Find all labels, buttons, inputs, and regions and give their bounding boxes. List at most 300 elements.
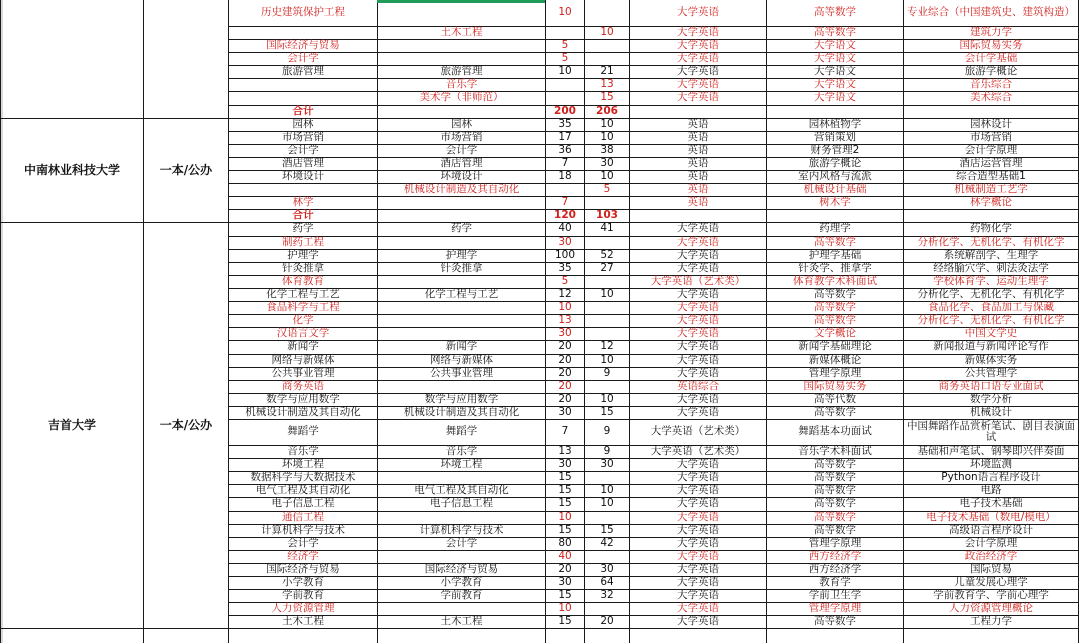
cell-plan2[interactable]: 15 bbox=[600, 406, 614, 418]
cell-s1[interactable]: 英语 bbox=[687, 118, 709, 130]
cell-s2[interactable]: 管理学原理 bbox=[808, 537, 862, 549]
cell-orig[interactable] bbox=[378, 471, 545, 484]
cell-s1[interactable]: 大学英语 bbox=[677, 327, 719, 339]
cell-s1[interactable]: 大学英语 bbox=[677, 471, 719, 483]
cell-orig[interactable]: 土木工程 bbox=[440, 26, 483, 38]
cell-s2[interactable]: 高等数学 bbox=[814, 288, 856, 300]
cell-s2[interactable]: 高等数学 bbox=[814, 511, 856, 523]
cell-major[interactable] bbox=[229, 183, 377, 196]
school-name[interactable]: 中南林业科技大学 bbox=[23, 163, 120, 178]
cell-plan[interactable]: 200 bbox=[554, 105, 576, 117]
cell-orig[interactable] bbox=[378, 380, 545, 393]
cell-plan[interactable]: 20 bbox=[558, 367, 572, 379]
cell-major[interactable]: 商务英语 bbox=[282, 380, 324, 392]
cell-orig[interactable] bbox=[378, 314, 545, 327]
cell-s3[interactable]: 儿童发展心理学 bbox=[954, 576, 1028, 588]
cell-plan2[interactable]: 21 bbox=[600, 65, 614, 77]
cell-plan2[interactable] bbox=[585, 602, 629, 615]
cell-major[interactable]: 数学与应用数学 bbox=[266, 393, 340, 405]
cell-s3[interactable]: 国际贸易 bbox=[970, 563, 1012, 575]
cell-s1[interactable]: 大学英语 bbox=[677, 301, 719, 313]
cell-plan2[interactable] bbox=[585, 39, 629, 52]
cell-s3[interactable]: 公共管理学 bbox=[964, 367, 1018, 379]
cell-s3[interactable]: 电子技术基础（数电/模电） bbox=[926, 511, 1056, 523]
cell-plan2[interactable]: 10 bbox=[600, 26, 614, 38]
cell-plan2[interactable] bbox=[585, 52, 629, 65]
cell-s2[interactable]: 药理学 bbox=[819, 222, 851, 234]
cell-plan[interactable]: 15 bbox=[558, 484, 572, 496]
cell-s3[interactable]: 人力资源管理概论 bbox=[949, 602, 1033, 614]
cell-orig[interactable] bbox=[378, 105, 545, 118]
cell-plan[interactable]: 15 bbox=[558, 497, 572, 509]
cell-major[interactable]: 市场营销 bbox=[282, 131, 324, 143]
cell-plan[interactable]: 18 bbox=[558, 170, 572, 182]
cell-plan2[interactable]: 206 bbox=[596, 105, 618, 117]
cell-s1[interactable]: 英语 bbox=[687, 131, 709, 143]
cell-s3[interactable] bbox=[904, 105, 1078, 118]
cell-orig[interactable]: 音乐学 bbox=[445, 445, 478, 457]
cell-major[interactable]: 小学教育 bbox=[282, 576, 324, 588]
cell-plan2[interactable] bbox=[585, 550, 629, 563]
cell-plan[interactable]: 20 bbox=[558, 340, 572, 352]
cell-plan2[interactable]: 10 bbox=[600, 393, 614, 405]
cell-plan2[interactable]: 9 bbox=[603, 367, 611, 379]
cell-s1[interactable]: 大学英语 bbox=[677, 288, 719, 300]
cell-plan2[interactable] bbox=[585, 236, 629, 249]
cell-s2[interactable]: 高等数学 bbox=[814, 497, 856, 509]
cell-major[interactable]: 国际经济与贸易 bbox=[266, 563, 340, 575]
cell-plan[interactable] bbox=[546, 78, 584, 91]
cell-plan[interactable]: 10 bbox=[558, 65, 572, 77]
cell-plan[interactable] bbox=[546, 26, 584, 39]
cell-plan2[interactable] bbox=[585, 0, 629, 26]
cell-s2[interactable]: 大学语文 bbox=[814, 39, 856, 51]
school-level[interactable] bbox=[144, 0, 228, 118]
cell-s2[interactable]: 高等数学 bbox=[814, 471, 856, 483]
cell-major[interactable]: 历史建筑保护工程 bbox=[261, 6, 345, 19]
cell-s1[interactable]: 大学英语 bbox=[677, 78, 719, 90]
cell-plan[interactable]: 7 bbox=[561, 157, 569, 169]
cell-s3[interactable]: 环境监测 bbox=[970, 458, 1012, 470]
cell-orig[interactable] bbox=[378, 327, 545, 340]
cell-s3[interactable]: 工程力学 bbox=[970, 615, 1012, 627]
cell-orig[interactable]: 新闻学 bbox=[445, 340, 478, 352]
cell-s2[interactable]: 高等数学 bbox=[814, 458, 856, 470]
cell-s1[interactable]: 大学英语 bbox=[677, 576, 719, 588]
cell-s2[interactable]: 国际贸易实务 bbox=[803, 380, 867, 392]
cell-s3[interactable]: 电路 bbox=[980, 484, 1002, 496]
cell-s1[interactable]: 大学英语 bbox=[677, 65, 719, 77]
cell-s2[interactable]: 室内风格与流派 bbox=[798, 170, 872, 182]
cell-s2[interactable]: 高等数学 bbox=[814, 406, 856, 418]
cell-s3[interactable]: 中国文学史 bbox=[964, 327, 1018, 339]
cell-orig[interactable] bbox=[378, 511, 545, 524]
cell-orig[interactable]: 公共事业管理 bbox=[430, 367, 493, 379]
cell-plan2[interactable]: 10 bbox=[600, 497, 614, 509]
cell-plan[interactable]: 15 bbox=[558, 615, 572, 627]
cell-s2[interactable]: 针灸学、推拿学 bbox=[798, 262, 872, 274]
cell-s3[interactable]: 综合造型基础1 bbox=[956, 170, 1026, 182]
cell-plan2[interactable] bbox=[585, 471, 629, 484]
cell-major[interactable]: 药学 bbox=[292, 222, 314, 234]
cell-s1[interactable]: 英语 bbox=[687, 144, 709, 156]
cell-s1[interactable]: 大学英语 bbox=[677, 91, 719, 103]
cell-s3[interactable]: 会计学原理 bbox=[964, 144, 1018, 156]
cell-orig[interactable] bbox=[378, 275, 545, 288]
cell-plan[interactable]: 15 bbox=[558, 471, 572, 483]
cell-s1[interactable]: 大学英语 bbox=[677, 393, 719, 405]
cell-s1[interactable]: 大学英语（艺术类） bbox=[650, 425, 746, 438]
cell-s1[interactable]: 大学英语 bbox=[677, 458, 719, 470]
cell-major[interactable]: 环境工程 bbox=[282, 458, 324, 470]
cell-s1[interactable]: 大学英语 bbox=[677, 537, 719, 549]
cell-s2[interactable]: 高等数学 bbox=[814, 26, 856, 38]
cell-s1[interactable]: 大学英语（艺术类） bbox=[650, 275, 746, 287]
cell-s2[interactable]: 管理学原理 bbox=[808, 602, 862, 614]
cell-plan2[interactable] bbox=[585, 327, 629, 340]
cell-plan[interactable]: 15 bbox=[558, 524, 572, 536]
cell-plan2[interactable]: 10 bbox=[600, 354, 614, 366]
cell-plan2[interactable]: 27 bbox=[600, 262, 614, 274]
cell-plan2[interactable]: 10 bbox=[600, 288, 614, 300]
cell-s2[interactable]: 高等代数 bbox=[814, 393, 856, 405]
cell-s3[interactable]: 药物化学 bbox=[970, 222, 1012, 234]
cell-s1[interactable]: 英语 bbox=[687, 196, 709, 208]
cell-s3[interactable]: 国际贸易实务 bbox=[959, 39, 1023, 51]
cell-plan[interactable]: 5 bbox=[561, 275, 569, 287]
cell-plan[interactable]: 20 bbox=[558, 393, 572, 405]
cell-plan[interactable]: 13 bbox=[558, 445, 572, 457]
cell-orig[interactable]: 市场营销 bbox=[440, 131, 483, 143]
cell-s2[interactable]: 营销策划 bbox=[814, 131, 856, 143]
cell-plan2[interactable]: 52 bbox=[600, 249, 614, 261]
cell-s3[interactable]: 基础和声笔试、钢琴即兴伴奏面 bbox=[917, 445, 1065, 457]
cell-plan[interactable]: 5 bbox=[561, 39, 569, 51]
cell-plan2[interactable]: 10 bbox=[600, 118, 614, 130]
cell-plan2[interactable]: 64 bbox=[600, 576, 614, 588]
cell-s1[interactable]: 大学英语 bbox=[677, 484, 719, 496]
cell-s1[interactable]: 大学英语 bbox=[677, 524, 719, 536]
cell-s2[interactable]: 高等数学 bbox=[814, 6, 856, 19]
cell-plan[interactable]: 12 bbox=[558, 288, 572, 300]
cell-s1[interactable]: 大学英语（艺术类） bbox=[650, 445, 746, 457]
cell-s3[interactable]: 食品化学、食品加工与保藏 bbox=[928, 301, 1054, 313]
cell-s3[interactable]: 新媒体实务 bbox=[964, 354, 1018, 366]
cell-s3[interactable]: 市场营销 bbox=[970, 131, 1012, 143]
cell-orig[interactable] bbox=[378, 301, 545, 314]
cell-s2[interactable]: 新闻学基础理论 bbox=[798, 340, 872, 352]
cell-s2[interactable]: 高等数学 bbox=[814, 615, 856, 627]
cell-orig[interactable]: 旅游管理 bbox=[440, 65, 483, 77]
cell-s3[interactable]: 机械设计 bbox=[970, 406, 1012, 418]
cell-s3[interactable]: 政治经济学 bbox=[964, 550, 1018, 562]
cell-s2[interactable]: 园林植物学 bbox=[808, 118, 862, 130]
cell-s1[interactable]: 英语 bbox=[687, 183, 709, 195]
cell-major[interactable]: 数据科学与大数据技术 bbox=[250, 471, 356, 483]
cell-plan[interactable]: 40 bbox=[558, 550, 572, 562]
cell-s1[interactable]: 大学英语 bbox=[677, 497, 719, 509]
cell-major[interactable] bbox=[229, 78, 377, 91]
cell-s1[interactable] bbox=[630, 209, 766, 222]
cell-orig[interactable] bbox=[378, 39, 545, 52]
cell-plan[interactable]: 36 bbox=[558, 144, 572, 156]
cell-major[interactable]: 护理学 bbox=[287, 249, 319, 261]
cell-s2[interactable]: 旅游学概论 bbox=[808, 157, 862, 169]
cell-s3[interactable]: 音乐综合 bbox=[970, 78, 1012, 90]
cell-plan[interactable]: 7 bbox=[561, 425, 569, 438]
cell-major[interactable]: 合计 bbox=[292, 209, 314, 221]
cell-major[interactable]: 合计 bbox=[292, 105, 314, 117]
cell-orig[interactable]: 药学 bbox=[451, 222, 472, 234]
cell-s1[interactable]: 大学英语 bbox=[677, 249, 719, 261]
cell-major[interactable]: 计算机科学与技术 bbox=[261, 524, 345, 536]
cell-plan2[interactable] bbox=[585, 314, 629, 327]
cell-plan2[interactable]: 13 bbox=[600, 78, 614, 90]
cell-s1[interactable]: 大学英语 bbox=[677, 550, 719, 562]
cell-major[interactable]: 机械设计制造及其自动化 bbox=[245, 406, 361, 418]
cell-orig[interactable]: 针灸推拿 bbox=[440, 262, 483, 274]
cell-s3[interactable]: 酒店运营管理 bbox=[959, 157, 1023, 169]
cell-major[interactable]: 酒店管理 bbox=[282, 157, 324, 169]
cell-orig[interactable] bbox=[378, 602, 545, 615]
cell-orig[interactable] bbox=[378, 236, 545, 249]
cell-orig[interactable]: 美术学（非师范） bbox=[419, 91, 504, 103]
cell-plan[interactable]: 30 bbox=[558, 458, 572, 470]
cell-orig[interactable]: 酒店管理 bbox=[440, 157, 483, 169]
cell-s3[interactable]: 电子技术基础 bbox=[959, 497, 1023, 509]
cell-s1[interactable]: 大学英语 bbox=[677, 6, 719, 19]
cell-s3[interactable]: 会计学基础 bbox=[964, 52, 1018, 64]
cell-s2[interactable]: 音乐学术科面试 bbox=[798, 445, 872, 457]
cell-plan2[interactable]: 32 bbox=[600, 589, 614, 601]
cell-s1[interactable]: 大学英语 bbox=[677, 354, 719, 366]
cell-plan[interactable]: 7 bbox=[561, 196, 569, 208]
cell-major[interactable]: 旅游管理 bbox=[282, 65, 324, 77]
cell-major[interactable]: 学前教育 bbox=[282, 589, 324, 601]
cell-s1[interactable]: 英语综合 bbox=[677, 380, 719, 392]
cell-major[interactable]: 化学工程与工艺 bbox=[266, 288, 340, 300]
cell-s3[interactable]: 建筑力学 bbox=[970, 26, 1012, 38]
cell-plan2[interactable]: 12 bbox=[600, 340, 614, 352]
cell-s1[interactable]: 大学英语 bbox=[677, 262, 719, 274]
cell-orig[interactable]: 土木工程 bbox=[440, 615, 483, 627]
cell-orig[interactable] bbox=[378, 550, 545, 563]
cell-s3[interactable]: 学校体育学、运动生理学 bbox=[933, 275, 1049, 287]
cell-plan[interactable]: 35 bbox=[558, 262, 572, 274]
cell-s3[interactable]: 系统解剖学、生理学 bbox=[943, 249, 1039, 261]
cell-major[interactable]: 园林 bbox=[292, 118, 314, 130]
cell-s1[interactable]: 大学英语 bbox=[677, 406, 719, 418]
cell-orig[interactable]: 电子信息工程 bbox=[430, 497, 493, 509]
cell-s1[interactable]: 大学英语 bbox=[677, 511, 719, 523]
cell-plan[interactable]: 20 bbox=[558, 563, 572, 575]
cell-major[interactable] bbox=[229, 26, 377, 39]
cell-major[interactable]: 化学 bbox=[292, 314, 314, 326]
cell-plan[interactable]: 10 bbox=[558, 511, 572, 523]
cell-s3[interactable]: Python语言程序设计 bbox=[941, 471, 1041, 483]
cell-s3[interactable]: 学前教育学、学前心理学 bbox=[933, 589, 1049, 601]
cell-orig[interactable]: 护理学 bbox=[445, 249, 478, 261]
cell-plan2[interactable]: 10 bbox=[600, 170, 614, 182]
cell-plan2[interactable]: 42 bbox=[600, 537, 614, 549]
cell-s3[interactable]: 林学概论 bbox=[970, 196, 1012, 208]
cell-orig[interactable]: 学前教育 bbox=[440, 589, 483, 601]
cell-orig[interactable]: 环境工程 bbox=[440, 458, 483, 470]
cell-plan2[interactable]: 41 bbox=[600, 222, 614, 234]
cell-major[interactable]: 体育教育 bbox=[282, 275, 324, 287]
cell-plan2[interactable]: 10 bbox=[600, 131, 614, 143]
cell-s1[interactable]: 大学英语 bbox=[677, 222, 719, 234]
cell-orig[interactable]: 国际经济与贸易 bbox=[424, 563, 499, 575]
cell-s2[interactable]: 教育学 bbox=[819, 576, 851, 588]
cell-plan2[interactable]: 103 bbox=[596, 209, 618, 221]
cell-s2[interactable] bbox=[767, 209, 903, 222]
cell-s2[interactable]: 树木学 bbox=[819, 196, 851, 208]
cell-major[interactable]: 新闻学 bbox=[287, 340, 319, 352]
school-level[interactable]: 一本/公办 bbox=[159, 163, 213, 178]
cell-s3[interactable]: 会计学原理 bbox=[964, 537, 1018, 549]
cell-s2[interactable]: 护理学基础 bbox=[808, 249, 862, 261]
cell-plan2[interactable]: 30 bbox=[600, 458, 614, 470]
cell-orig[interactable]: 数学与应用数学 bbox=[424, 393, 499, 405]
cell-orig[interactable]: 会计学 bbox=[445, 537, 478, 549]
cell-s1[interactable]: 大学英语 bbox=[677, 367, 719, 379]
cell-major[interactable]: 环境设计 bbox=[282, 170, 324, 182]
cell-major[interactable]: 林学 bbox=[292, 196, 314, 208]
cell-s2[interactable]: 高等数学 bbox=[814, 314, 856, 326]
cell-s3[interactable]: 新闻报道与新闻评论写作 bbox=[933, 340, 1049, 352]
cell-orig[interactable]: 网络与新媒体 bbox=[430, 354, 493, 366]
cell-plan[interactable]: 13 bbox=[558, 314, 572, 326]
cell-s1[interactable]: 英语 bbox=[687, 157, 709, 169]
cell-major[interactable]: 通信工程 bbox=[282, 511, 324, 523]
cell-plan2[interactable]: 20 bbox=[600, 615, 614, 627]
cell-s3[interactable]: 分析化学、无机化学、有机化学 bbox=[917, 288, 1065, 300]
cell-plan2[interactable]: 15 bbox=[600, 91, 614, 103]
cell-s3[interactable]: 中国舞蹈作品赏析笔试、剧目表演面试 bbox=[907, 419, 1075, 443]
cell-plan2[interactable]: 10 bbox=[600, 484, 614, 496]
cell-plan[interactable]: 30 bbox=[558, 327, 572, 339]
cell-major[interactable]: 电气工程及其自动化 bbox=[255, 484, 351, 496]
cell-plan[interactable]: 80 bbox=[558, 537, 572, 549]
cell-plan2[interactable]: 15 bbox=[600, 524, 614, 536]
school-level[interactable]: 一本/公办 bbox=[159, 417, 213, 432]
cell-s3[interactable]: 专业综合（中国建筑史、建筑构造） bbox=[907, 6, 1075, 19]
cell-major[interactable]: 汉语言文学 bbox=[276, 327, 330, 339]
cell-s3[interactable]: 旅游学概论 bbox=[964, 65, 1018, 77]
cell-s1[interactable]: 大学英语 bbox=[677, 314, 719, 326]
cell-orig[interactable]: 机械设计制造及其自动化 bbox=[403, 406, 520, 418]
cell-major[interactable]: 公共事业管理 bbox=[271, 367, 335, 379]
cell-plan2[interactable] bbox=[585, 511, 629, 524]
cell-s2[interactable]: 财务管理2 bbox=[810, 144, 860, 156]
cell-plan[interactable]: 10 bbox=[558, 602, 572, 614]
cell-s1[interactable]: 大学英语 bbox=[677, 26, 719, 38]
cell-plan2[interactable]: 9 bbox=[603, 445, 611, 457]
cell-s2[interactable]: 西方经济学 bbox=[808, 563, 862, 575]
cell-s2[interactable]: 管理学原理 bbox=[808, 367, 862, 379]
cell-major[interactable]: 舞蹈学 bbox=[287, 425, 319, 438]
cell-s2[interactable]: 大学语文 bbox=[814, 52, 856, 64]
cell-s2[interactable]: 舞蹈基本功面试 bbox=[798, 425, 872, 438]
cell-s1[interactable]: 大学英语 bbox=[677, 563, 719, 575]
cell-s2[interactable]: 西方经济学 bbox=[808, 550, 862, 562]
cell-s1[interactable]: 大学英语 bbox=[677, 589, 719, 601]
cell-major[interactable]: 电子信息工程 bbox=[271, 497, 335, 509]
cell-s3[interactable]: 美术综合 bbox=[970, 91, 1012, 103]
cell-orig[interactable] bbox=[378, 209, 545, 222]
cell-major[interactable]: 针灸推拿 bbox=[282, 262, 324, 274]
cell-major[interactable]: 会计学 bbox=[287, 52, 319, 64]
cell-s3[interactable]: 分析化学、无机化学、有机化学 bbox=[917, 314, 1065, 326]
cell-s2[interactable]: 新媒体概论 bbox=[808, 354, 862, 366]
cell-major[interactable] bbox=[229, 91, 377, 104]
cell-plan2[interactable]: 30 bbox=[600, 157, 614, 169]
cell-s3[interactable]: 商务英语口语专业面试 bbox=[938, 380, 1044, 392]
cell-s1[interactable]: 大学英语 bbox=[677, 52, 719, 64]
school-name[interactable] bbox=[1, 0, 143, 118]
cell-plan2[interactable]: 38 bbox=[600, 144, 614, 156]
cell-s2[interactable]: 高等数学 bbox=[814, 236, 856, 248]
cell-plan2[interactable] bbox=[585, 301, 629, 314]
cell-s2[interactable]: 文学概论 bbox=[814, 327, 856, 339]
cell-orig[interactable]: 小学教育 bbox=[440, 576, 483, 588]
cell-s3[interactable]: 园林设计 bbox=[970, 118, 1012, 130]
cell-plan2[interactable]: 5 bbox=[603, 183, 611, 195]
cell-s2[interactable]: 高等数学 bbox=[814, 301, 856, 313]
cell-s2[interactable]: 机械设计基础 bbox=[803, 183, 867, 195]
cell-s3[interactable]: 高级语言程序设计 bbox=[949, 524, 1033, 536]
cell-s3[interactable]: 经络腧穴学、刺法灸法学 bbox=[933, 262, 1049, 274]
cell-s2[interactable]: 大学语文 bbox=[814, 65, 856, 77]
cell-plan[interactable]: 30 bbox=[558, 236, 572, 248]
cell-s3[interactable]: 分析化学、无机化学、有机化学 bbox=[917, 236, 1065, 248]
cell-major[interactable]: 国际经济与贸易 bbox=[266, 39, 340, 51]
cell-s3[interactable] bbox=[904, 209, 1078, 222]
cell-s2[interactable]: 高等数学 bbox=[814, 524, 856, 536]
cell-s2[interactable]: 学前卫生学 bbox=[808, 589, 862, 601]
cell-plan[interactable]: 5 bbox=[561, 52, 569, 64]
cell-plan2[interactable] bbox=[585, 275, 629, 288]
cell-plan[interactable]: 30 bbox=[558, 406, 572, 418]
cell-plan[interactable] bbox=[546, 91, 584, 104]
cell-s3[interactable]: 机械制造工艺学 bbox=[954, 183, 1028, 195]
cell-major[interactable]: 制药工程 bbox=[282, 236, 324, 248]
cell-plan[interactable]: 17 bbox=[558, 131, 572, 143]
cell-s2[interactable]: 大学语文 bbox=[814, 78, 856, 90]
cell-major[interactable]: 会计学 bbox=[287, 537, 319, 549]
cell-plan[interactable]: 20 bbox=[558, 380, 572, 392]
cell-orig[interactable]: 园林 bbox=[451, 118, 472, 130]
cell-orig[interactable]: 舞蹈学 bbox=[445, 425, 478, 438]
cell-major[interactable]: 音乐学 bbox=[287, 445, 319, 457]
cell-major[interactable]: 会计学 bbox=[287, 144, 319, 156]
cell-s1[interactable]: 大学英语 bbox=[677, 615, 719, 627]
cell-s1[interactable]: 大学英语 bbox=[677, 236, 719, 248]
cell-orig[interactable]: 化学工程与工艺 bbox=[424, 288, 499, 300]
cell-plan2[interactable] bbox=[585, 380, 629, 393]
cell-s2[interactable] bbox=[767, 105, 903, 118]
cell-plan[interactable]: 10 bbox=[558, 301, 572, 313]
cell-s1[interactable]: 大学英语 bbox=[677, 39, 719, 51]
cell-plan[interactable]: 30 bbox=[558, 576, 572, 588]
cell-plan[interactable]: 120 bbox=[554, 209, 576, 221]
cell-major[interactable]: 食品科学与工程 bbox=[266, 301, 340, 313]
cell-plan[interactable] bbox=[546, 183, 584, 196]
cell-orig[interactable] bbox=[378, 196, 545, 209]
cell-major[interactable]: 人力资源管理 bbox=[271, 602, 335, 614]
cell-s1[interactable]: 大学英语 bbox=[677, 602, 719, 614]
